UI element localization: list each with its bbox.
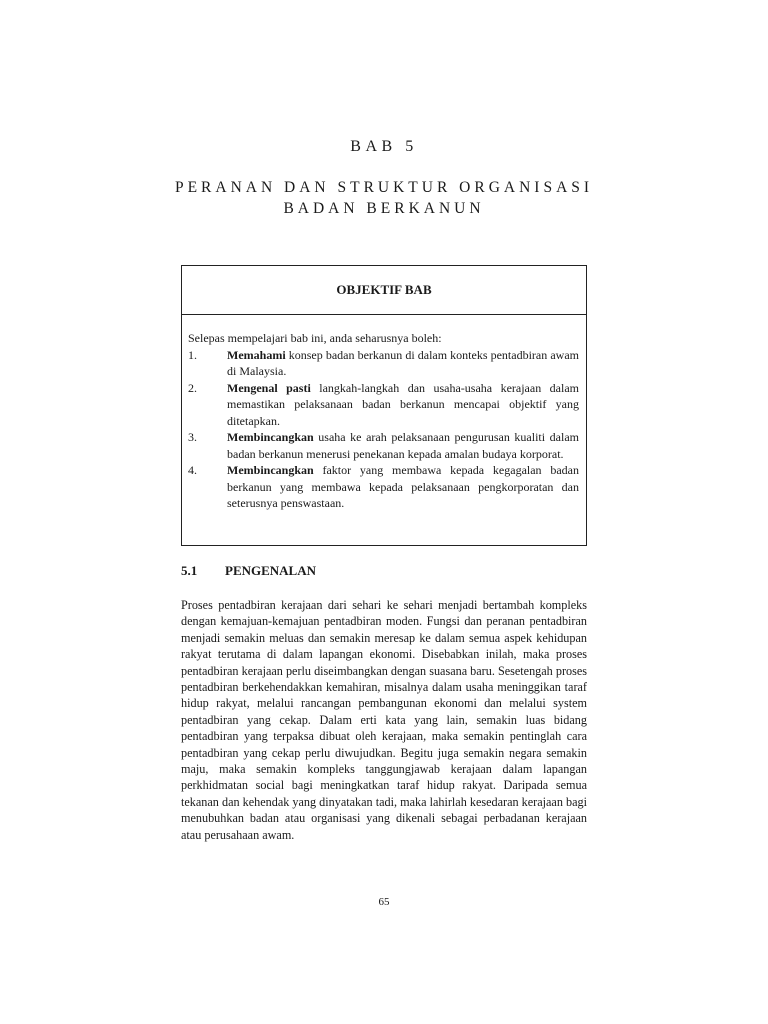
objective-description: faktor yang membawa kepada kegagalan badan berkanun yang membawa kepada pelaksanaan pengkorporatan dan seterusnya penswastaan. xyxy=(227,463,579,510)
objective-item xyxy=(188,347,579,380)
objective-keyword: Membincangkan xyxy=(227,430,314,444)
page-number: 65 xyxy=(378,896,390,908)
objectives-body xyxy=(182,315,586,512)
objective-item xyxy=(188,462,579,512)
objective-description: langkah-langkah dan usaha-usaha kerajaan dalam memastikan pelaksanaan badan berkanun mencapai objektif yang ditetapkan. xyxy=(227,380,579,428)
objectives-box xyxy=(181,265,587,546)
objective-text xyxy=(227,380,579,430)
objective-number: 3. xyxy=(188,430,197,444)
objective-number: 2. xyxy=(188,380,197,395)
objective-text xyxy=(227,429,579,462)
section-paragraph: Proses pentadbiran kerajaan dari sehari ke sehari menjadi bertambah kompleks dengan kemajuan-kemajuan pentadbiran moden. Fungsi dan peranan pentadbiran menjadi semakin meluas dan semakin meresap ke dalam semua aspek kehidupan rakyat terutama di dalam lapangan ekonomi. Disebabkan inilah, maka proses pentadbiran kerajaan perlu diseimbangkan dengan suasana baru. Sesetengah proses pentadbiran berkehendakkan kemahiran, misalnya dalam usaha meninggikan taraf hidup rakyat, melalui rancangan pembangunan ekonomi dan melalui system pentadbiran yang cekap. Dalam erti kata yang lain, semakin luas bidang pentadbiran yang terpaksa dibuat oleh kerajaan, maka semakin pentinglah cara pentadbiran yang cekap perlu diwujudkan. Begitu juga semakin negara semakin maju, maka semakin kompleks tanggungjawab kerajaan dalam lapangan perkhidmatan social bagi meningkatkan taraf hidup rakyat. Daripada semua tekanan dan kehendak yang dinyatakan tadi, maka lahirlah kesedaran kerajaan bagi menubuhkan badan atau organisasi yang dikenali sebagai perbadanan kerajaan atau perusahaan awam. xyxy=(181,598,587,842)
objective-text xyxy=(227,462,579,512)
objective-number: 4. xyxy=(188,463,197,477)
objective-item xyxy=(188,380,579,430)
chapter-label: BAB 5 xyxy=(350,138,418,155)
objective-item xyxy=(188,429,579,462)
chapter-title-line-2: BADAN BERKANUN xyxy=(283,200,485,217)
section-title: PENGENALAN xyxy=(225,563,317,578)
section-heading xyxy=(181,563,316,579)
objective-keyword: Membincangkan xyxy=(227,463,314,477)
section-number: 5.1 xyxy=(181,563,198,578)
objective-text xyxy=(227,347,579,380)
objective-keyword: Memahami xyxy=(227,347,286,362)
objectives-intro: Selepas mempelajari bab ini, anda seharusnya boleh: xyxy=(188,331,442,345)
objective-description: konsep badan berkanun di dalam konteks pentadbiran awam di Malaysia. xyxy=(227,347,579,378)
chapter-title xyxy=(0,177,768,219)
chapter-title-line-1: PERANAN DAN STRUKTUR ORGANISASI xyxy=(174,179,594,196)
objective-number: 1. xyxy=(188,347,197,362)
objective-keyword: Mengenal pasti xyxy=(227,380,311,395)
objectives-heading: OBJEKTIF BAB xyxy=(182,266,586,315)
objective-description: usaha ke arah pelaksanaan pengurusan kualiti dalam badan berkanun menerusi penekanan kepada amalan budaya korporat. xyxy=(227,430,579,461)
